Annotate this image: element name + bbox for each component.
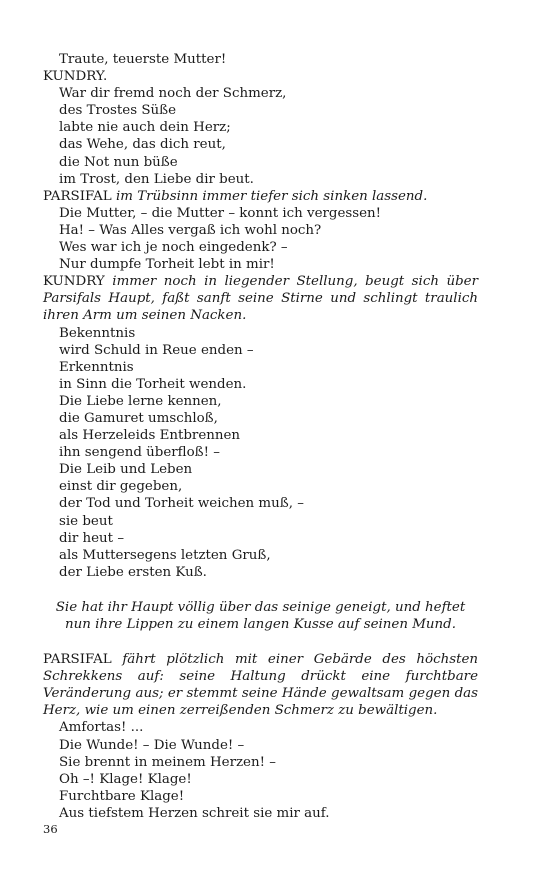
stage-direction-centered: Sie hat ihr Haupt völlig über das seinige geneigt, und heftet nun ihre Lippen zu einem langen Kusse auf seinen Mund. — [55, 599, 466, 632]
verse-line: Wes war ich je noch eingedenk? – — [59, 240, 288, 256]
dialogue-block-c — [43, 719, 478, 822]
speaker-line — [43, 68, 478, 85]
verse-line: Sie brennt in meinem Herzen! – — [59, 754, 276, 770]
page-number: 36 — [43, 822, 58, 836]
verse-line: Traute, teuerste Mutter! — [59, 52, 227, 67]
verse-line: labte nie auch dein Herz; — [59, 120, 231, 136]
verse-line: Amfortas! ... — [59, 720, 144, 736]
verse-line: Erkenntnis — [59, 359, 134, 375]
speaker-name: PARSIFAL — [43, 188, 112, 204]
verse-line: in Sinn die Torheit wenden. — [59, 376, 247, 392]
verse-line: Die Liebe lerne kennen, — [59, 393, 222, 409]
speaker-name: PARSIFAL — [43, 652, 112, 668]
verse-line: einst dir gegeben, — [59, 479, 183, 495]
speaker-name: KUNDRY — [43, 274, 105, 290]
speaker-line — [43, 188, 478, 205]
verse-line: Ha! – Was Alles vergaß ich wohl noch? — [59, 222, 322, 238]
verse-line: Die Wunde! – Die Wunde! – — [59, 737, 245, 753]
speaker-name: KUNDRY. — [43, 69, 108, 85]
stage-direction-inline: im Trübsinn immer tiefer sich sinken lassend. — [115, 188, 428, 204]
verse-line: Bekenntnis — [59, 325, 136, 341]
verse-line: dir heut – — [59, 530, 125, 546]
verse-line: Furchtbare Klage! — [59, 788, 185, 804]
verse-line: im Trost, den Liebe dir beut. — [59, 171, 254, 187]
verse-line: Nur dumpfe Torheit lebt in mir! — [59, 257, 275, 273]
verse-line: sie beut — [59, 513, 113, 529]
verse-line: als Muttersegens letzten Gruß, — [59, 547, 271, 563]
verse-line: der Liebe ersten Kuß. — [59, 564, 207, 580]
verse-line: Aus tiefstem Herzen schreit sie mir auf. — [59, 805, 330, 821]
dialogue-block-a — [43, 51, 478, 273]
verse-line: der Tod und Torheit weichen muß, – — [59, 496, 304, 512]
stage-direction-inline: fährt plötzlich mit einer Gebärde des höchsten Schrekkens auf: seine Haltung drückt eine furchtbare Veränderung aus; er stemmt seine Hände gewaltsam gegen das Herz, wie um einen zerreißenden Schmerz zu bewältigen. — [43, 652, 478, 719]
verse-line: Oh –! Klage! Klage! — [59, 771, 192, 787]
dialogue-block-b — [43, 325, 478, 581]
verse-line: wird Schuld in Reue enden – — [59, 342, 254, 358]
stage-direction-inline: immer noch in liegender Stellung, beugt sich über Parsifals Haupt, faßt sanft seine Stirne und schlingt traulich ihren Arm um seinen Nacken. — [43, 274, 478, 324]
page-body — [43, 51, 478, 822]
verse-line: als Herzeleids Entbrennen — [59, 428, 241, 444]
verse-line: ihn sengend überfloß! – — [59, 445, 220, 461]
verse-line: das Wehe, das dich reut, — [59, 137, 226, 153]
verse-line: Die Leib und Leben — [59, 462, 193, 478]
verse-line: War dir fremd noch der Schmerz, — [59, 86, 287, 102]
speaker-direction-kundry — [43, 273, 478, 324]
speaker-direction-parsifal — [43, 651, 478, 719]
verse-line: die Not nun büße — [59, 154, 178, 170]
verse-line: des Trostes Süße — [59, 103, 176, 119]
verse-line: die Gamuret umschloß, — [59, 410, 218, 426]
verse-line: Die Mutter, – die Mutter – konnt ich vergessen! — [59, 205, 382, 221]
